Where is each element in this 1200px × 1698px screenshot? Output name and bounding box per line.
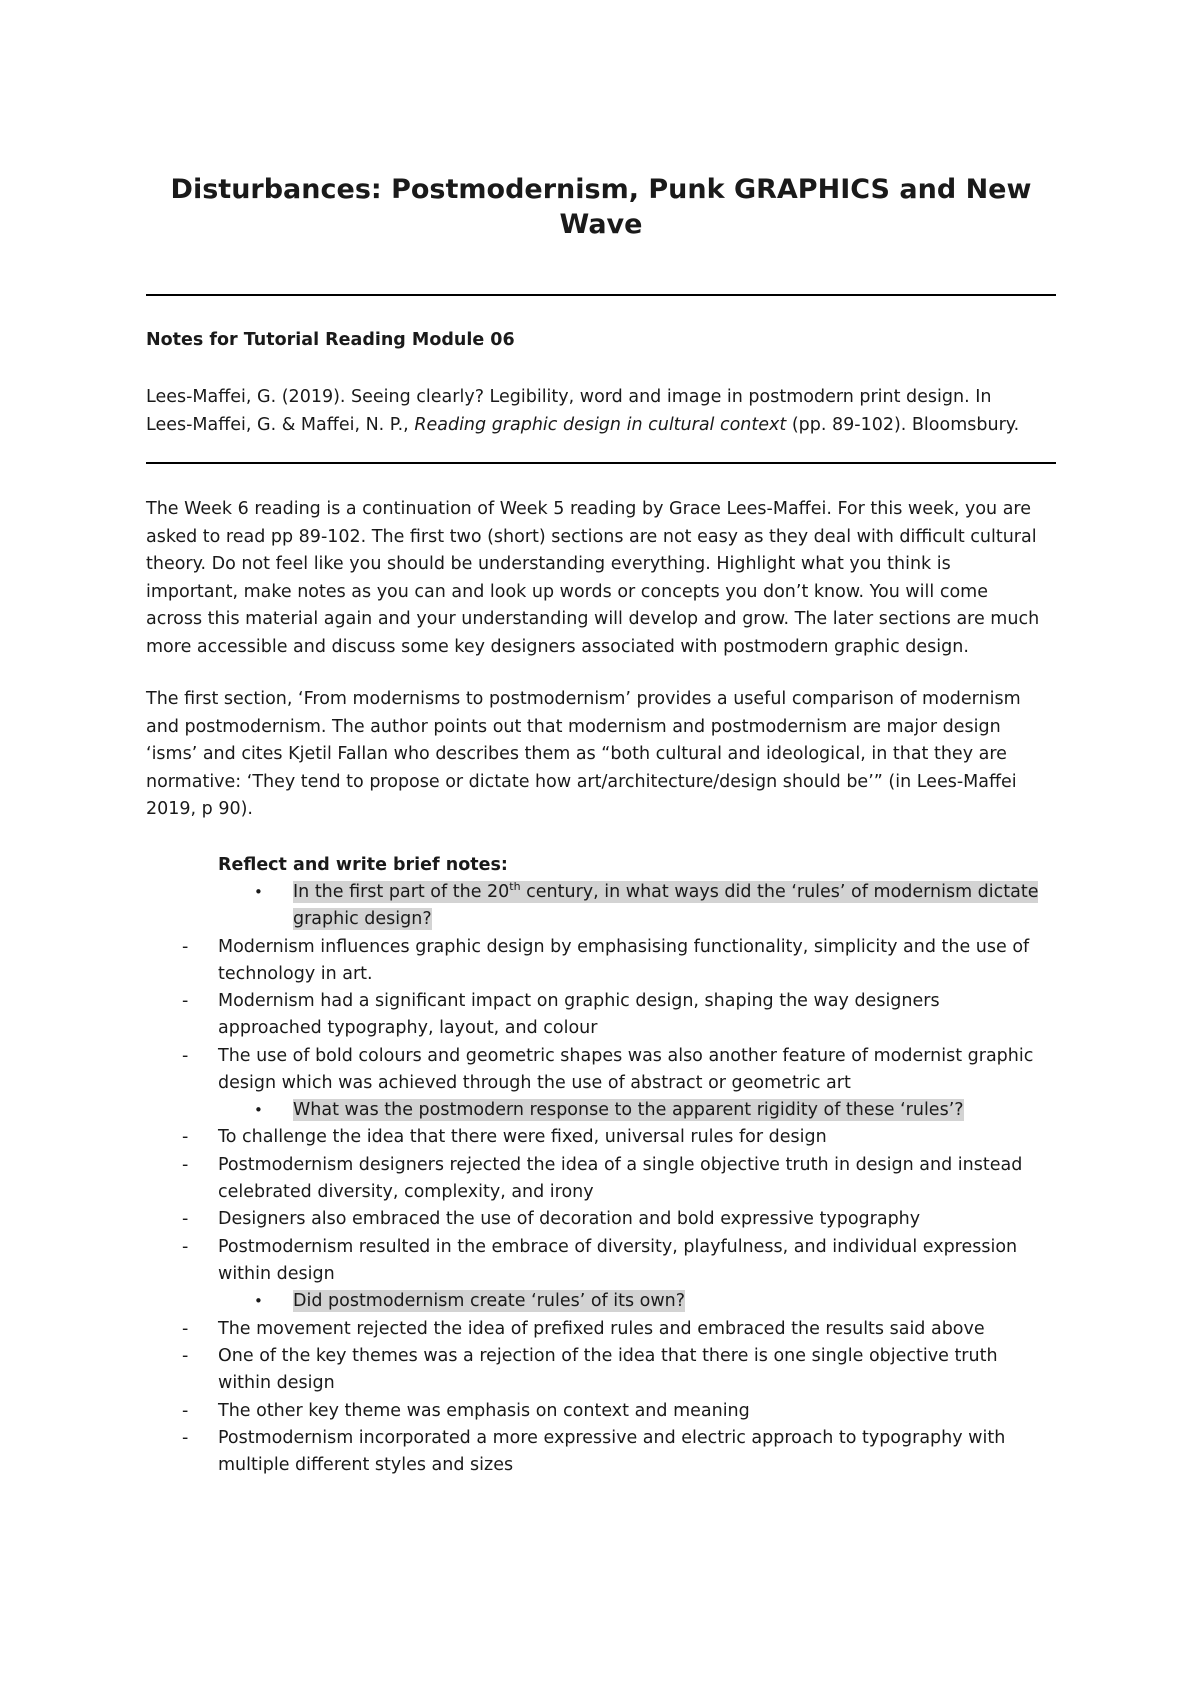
- answer-line: approached typography, layout, and colour: [218, 1018, 598, 1038]
- para2-line: normative: ‘They tend to propose or dictate how art/architecture/design should be’” (in Lees-Maffei: [146, 771, 1017, 792]
- answer-line: design which was achieved through the use of abstract or geometric art: [218, 1073, 851, 1093]
- dash-marker: -: [182, 1401, 189, 1421]
- answer-line: Designers also embraced the use of decoration and bold expressive typography: [218, 1209, 921, 1229]
- answer-line: Modernism had a significant impact on graphic design, shaping the way designers: [218, 991, 940, 1011]
- para1-line: more accessible and discuss some key designers associated with postmodern graphic design.: [146, 636, 969, 657]
- dash-marker: -: [182, 1319, 189, 1339]
- answer-line: within design: [218, 1373, 335, 1393]
- answer-line: Postmodernism incorporated a more expressive and electric approach to typography with: [218, 1428, 1006, 1448]
- dash-marker: -: [182, 991, 189, 1011]
- notes-heading: Notes for Tutorial Reading Module 06: [146, 330, 515, 350]
- dash-marker: -: [182, 1428, 189, 1448]
- intro-paragraph: [146, 496, 1076, 661]
- dash-marker: -: [182, 1237, 189, 1257]
- answer-line: within design: [218, 1264, 335, 1284]
- reflect-heading: Reflect and write brief notes:: [218, 855, 508, 875]
- question-1-line-2: graphic design?: [293, 909, 432, 929]
- answer-line: The use of bold colours and geometric shapes was also another feature of modernist graphic: [218, 1046, 1034, 1066]
- answer-line: To challenge the idea that there were fixed, universal rules for design: [218, 1127, 827, 1147]
- citation-publisher: (pp. 89-102). Bloomsbury.: [786, 414, 1020, 435]
- bullet-icon: •: [254, 883, 263, 901]
- answer-line: celebrated diversity, complexity, and irony: [218, 1182, 594, 1202]
- question-2: What was the postmodern response to the apparent rigidity of these ‘rules’?: [293, 1100, 964, 1120]
- para1-line: The Week 6 reading is a continuation of Week 5 reading by Grace Lees-Maffei. For this week, you are: [146, 499, 1032, 519]
- question-1: [293, 879, 1038, 907]
- para2-line: The first section, ‘From modernisms to postmodernism’ provides a useful comparison of modernism: [146, 689, 1021, 709]
- section-paragraph: [146, 686, 1076, 824]
- bullet-icon: •: [254, 1101, 263, 1119]
- question-3: Did postmodernism create ‘rules’ of its own?: [293, 1291, 686, 1311]
- bottom-divider: [146, 462, 1056, 464]
- citation-book-title: Reading graphic design in cultural context: [414, 414, 787, 435]
- dash-marker: -: [182, 1346, 189, 1366]
- answer-line: The other key theme was emphasis on context and meaning: [218, 1401, 750, 1421]
- para2-line: ‘isms’ and cites Kjetil Fallan who describes them as “both cultural and ideological, in that they are: [146, 744, 1007, 764]
- answer-line: Postmodernism resulted in the embrace of diversity, playfulness, and individual expression: [218, 1237, 1018, 1257]
- para1-line: important, make notes as you can and look up words or concepts you don’t know. You will come: [146, 581, 988, 602]
- dash-marker: -: [182, 937, 189, 957]
- citation-line-2: [146, 412, 1076, 440]
- answer-line: Postmodernism designers rejected the idea of a single objective truth in design and instead: [218, 1155, 1023, 1175]
- para2-line: 2019, p 90).: [146, 799, 253, 819]
- dash-marker: -: [182, 1046, 189, 1066]
- answer-line: multiple different styles and sizes: [218, 1455, 514, 1475]
- para2-line: and postmodernism. The author points out that modernism and postmodernism are major design: [146, 716, 1001, 737]
- dash-marker: -: [182, 1209, 189, 1229]
- citation-line-1: Lees-Maffei, G. (2019). Seeing clearly? Legibility, word and image in postmodern print design. In: [146, 387, 992, 407]
- dash-marker: -: [182, 1155, 189, 1175]
- bullet-icon: •: [254, 1292, 263, 1310]
- title-line-2: Wave: [559, 209, 643, 240]
- answer-line: technology in art.: [218, 964, 373, 984]
- title-line-1: Disturbances: Postmodernism, Punk GRAPHICS and New: [170, 174, 1032, 205]
- dash-marker: -: [182, 1127, 189, 1147]
- answer-line: Modernism influences graphic design by emphasising functionality, simplicity and the use of: [218, 937, 1030, 957]
- citation: [146, 384, 1076, 439]
- para1-line: asked to read pp 89-102. The first two (short) sections are not easy as they deal with difficult cultural: [146, 526, 1037, 547]
- question-1-line-1: In the first part of the 20th century, in what ways did the ‘rules’ of modernism dictate: [293, 880, 1039, 902]
- top-divider: [146, 294, 1056, 296]
- answer-line: One of the key themes was a rejection of the idea that there is one single objective truth: [218, 1346, 998, 1366]
- answer-line: The movement rejected the idea of prefixed rules and embraced the results said above: [218, 1319, 985, 1339]
- para1-line: theory. Do not feel like you should be understanding everything. Highlight what you think is: [146, 554, 951, 574]
- document-title: [146, 172, 1056, 242]
- citation-authors: Lees-Maffei, G. & Maffei, N. P.,: [146, 414, 415, 435]
- para1-line: across this material again and your understanding will develop and grow. The later sections are much: [146, 609, 1040, 629]
